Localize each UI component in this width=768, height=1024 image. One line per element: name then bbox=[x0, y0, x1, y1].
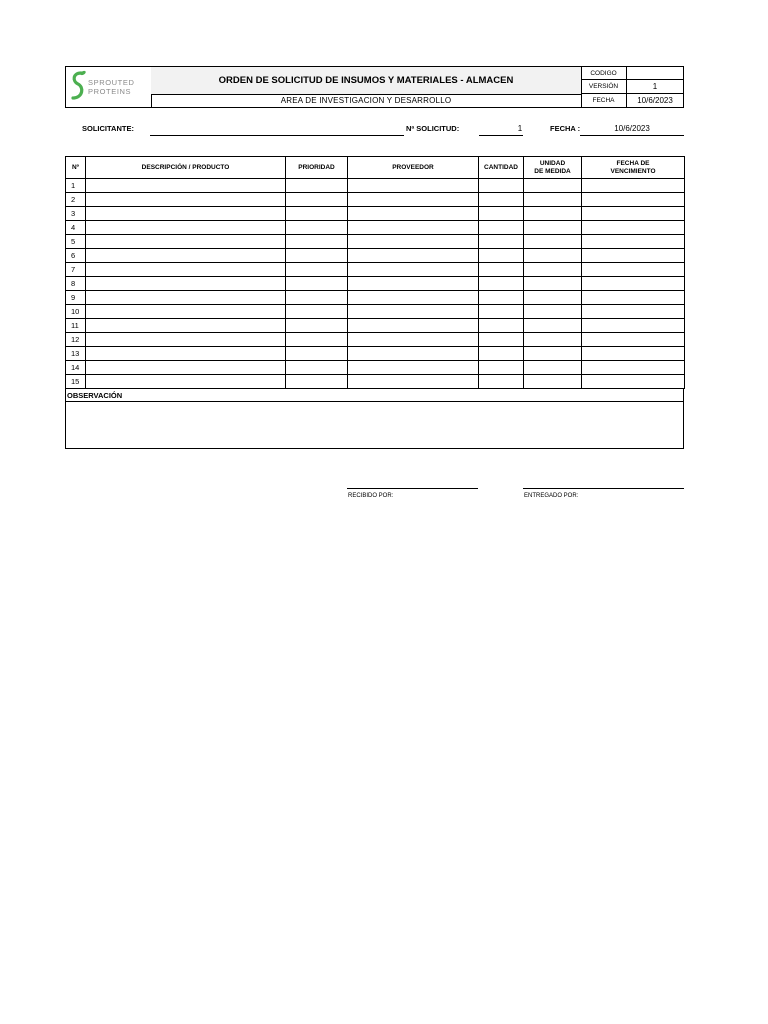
table-cell[interactable] bbox=[286, 221, 348, 235]
logo-text-proteins: PROTEINS bbox=[88, 87, 132, 96]
table-row bbox=[66, 277, 685, 291]
fecha-value[interactable]: 10/6/2023 bbox=[637, 96, 673, 105]
table-cell[interactable] bbox=[524, 221, 582, 235]
table-cell[interactable] bbox=[479, 193, 524, 207]
table-row bbox=[66, 263, 685, 277]
table-cell[interactable] bbox=[348, 361, 479, 375]
row-number: 6 bbox=[66, 249, 86, 263]
table-cell[interactable] bbox=[524, 207, 582, 221]
row-number: 9 bbox=[66, 291, 86, 305]
fecha-field-label: FECHA : bbox=[550, 124, 581, 133]
table-cell[interactable] bbox=[348, 221, 479, 235]
table-cell[interactable] bbox=[86, 361, 286, 375]
table-cell[interactable] bbox=[582, 179, 685, 193]
table-row bbox=[66, 291, 685, 305]
table-cell[interactable] bbox=[582, 375, 685, 389]
table-cell[interactable] bbox=[86, 319, 286, 333]
table-cell[interactable] bbox=[86, 291, 286, 305]
col-header-cantidad: CANTIDAD bbox=[479, 157, 524, 179]
observacion-field[interactable] bbox=[66, 402, 683, 447]
table-cell[interactable] bbox=[582, 361, 685, 375]
table-cell[interactable] bbox=[348, 193, 479, 207]
col-header-descripcion: DESCRIPCIÓN / PRODUCTO bbox=[86, 157, 286, 179]
table-row bbox=[66, 333, 685, 347]
table-header-row bbox=[66, 157, 685, 179]
table-cell[interactable] bbox=[582, 277, 685, 291]
table-row bbox=[66, 235, 685, 249]
table-cell[interactable] bbox=[582, 333, 685, 347]
table-cell[interactable] bbox=[524, 277, 582, 291]
table-row bbox=[66, 193, 685, 207]
row-number: 5 bbox=[66, 235, 86, 249]
table-cell[interactable] bbox=[479, 179, 524, 193]
table-cell[interactable] bbox=[524, 305, 582, 319]
table-row bbox=[66, 221, 685, 235]
table-cell[interactable] bbox=[524, 347, 582, 361]
table-cell[interactable] bbox=[524, 249, 582, 263]
row-number: 8 bbox=[66, 277, 86, 291]
table-cell[interactable] bbox=[348, 235, 479, 249]
table-cell[interactable] bbox=[348, 333, 479, 347]
table-cell[interactable] bbox=[348, 179, 479, 193]
table-cell[interactable] bbox=[479, 361, 524, 375]
table-cell[interactable] bbox=[86, 207, 286, 221]
table-cell[interactable] bbox=[286, 291, 348, 305]
table-cell[interactable] bbox=[86, 333, 286, 347]
table-cell[interactable] bbox=[286, 375, 348, 389]
table-cell[interactable] bbox=[479, 305, 524, 319]
table-cell[interactable] bbox=[348, 277, 479, 291]
document-header bbox=[65, 66, 684, 108]
table-cell[interactable] bbox=[524, 263, 582, 277]
table-cell[interactable] bbox=[348, 319, 479, 333]
table-cell[interactable] bbox=[86, 375, 286, 389]
area-label: AREA DE INVESTIGACION Y DESARROLLO bbox=[151, 94, 582, 107]
recibido-signature-line[interactable] bbox=[347, 488, 478, 489]
row-number: 7 bbox=[66, 263, 86, 277]
table-cell[interactable] bbox=[524, 179, 582, 193]
table-cell[interactable] bbox=[479, 249, 524, 263]
observacion-box bbox=[65, 389, 684, 449]
table-cell[interactable] bbox=[286, 305, 348, 319]
table-cell[interactable] bbox=[524, 291, 582, 305]
fecha-field[interactable] bbox=[580, 135, 684, 136]
table-cell[interactable] bbox=[582, 207, 685, 221]
solicitante-label: SOLICITANTE: bbox=[82, 124, 134, 133]
col-header-prioridad: PRIORIDAD bbox=[286, 157, 348, 179]
table-cell[interactable] bbox=[479, 235, 524, 249]
table-cell[interactable] bbox=[479, 347, 524, 361]
items-table bbox=[65, 156, 685, 389]
table-cell[interactable] bbox=[86, 193, 286, 207]
table-row bbox=[66, 361, 685, 375]
row-number: 15 bbox=[66, 375, 86, 389]
col-header-unidad: UNIDAD DE MEDIDA bbox=[524, 157, 582, 179]
table-cell[interactable] bbox=[86, 235, 286, 249]
table-cell[interactable] bbox=[286, 347, 348, 361]
logo-text-sprouted: SPROUTED bbox=[88, 78, 135, 87]
table-cell[interactable] bbox=[286, 361, 348, 375]
table-row bbox=[66, 179, 685, 193]
observacion-label: OBSERVACIÓN bbox=[66, 389, 683, 402]
row-number: 3 bbox=[66, 207, 86, 221]
fecha-label: FECHA bbox=[581, 94, 627, 107]
table-cell[interactable] bbox=[524, 375, 582, 389]
table-cell[interactable] bbox=[524, 235, 582, 249]
table-cell[interactable] bbox=[582, 347, 685, 361]
table-cell[interactable] bbox=[524, 319, 582, 333]
table-cell[interactable] bbox=[86, 347, 286, 361]
table-cell[interactable] bbox=[479, 263, 524, 277]
table-cell[interactable] bbox=[582, 319, 685, 333]
row-number: 1 bbox=[66, 179, 86, 193]
table-cell[interactable] bbox=[286, 333, 348, 347]
table-cell[interactable] bbox=[348, 249, 479, 263]
fecha-field-value: 10/6/2023 bbox=[614, 124, 650, 133]
table-cell[interactable] bbox=[86, 263, 286, 277]
table-cell[interactable] bbox=[582, 193, 685, 207]
table-cell[interactable] bbox=[348, 207, 479, 221]
table-cell[interactable] bbox=[582, 249, 685, 263]
table-row bbox=[66, 347, 685, 361]
table-cell[interactable] bbox=[582, 263, 685, 277]
table-cell[interactable] bbox=[348, 347, 479, 361]
table-cell[interactable] bbox=[86, 249, 286, 263]
sprout-s-icon bbox=[69, 69, 87, 103]
entregado-label: ENTREGADO POR: bbox=[524, 493, 579, 499]
table-cell[interactable] bbox=[582, 235, 685, 249]
table-cell[interactable] bbox=[582, 221, 685, 235]
table-cell[interactable] bbox=[348, 305, 479, 319]
solicitante-field[interactable] bbox=[150, 135, 404, 136]
table-row bbox=[66, 207, 685, 221]
table-cell[interactable] bbox=[479, 333, 524, 347]
table-row bbox=[66, 305, 685, 319]
row-number: 10 bbox=[66, 305, 86, 319]
version-value[interactable]: 1 bbox=[627, 80, 683, 94]
row-number: 13 bbox=[66, 347, 86, 361]
codigo-value[interactable] bbox=[627, 67, 683, 80]
num-solicitud-value: 1 bbox=[517, 124, 523, 133]
num-solicitud-field[interactable] bbox=[479, 135, 523, 136]
document-title: ORDEN DE SOLICITUD DE INSUMOS Y MATERIALES - ALMACEN bbox=[151, 67, 582, 95]
row-number: 4 bbox=[66, 221, 86, 235]
table-cell[interactable] bbox=[286, 249, 348, 263]
table-cell[interactable] bbox=[286, 179, 348, 193]
table-cell[interactable] bbox=[86, 277, 286, 291]
table-cell[interactable] bbox=[86, 221, 286, 235]
table-cell[interactable] bbox=[479, 207, 524, 221]
col-header-num: Nº bbox=[66, 157, 86, 179]
table-cell[interactable] bbox=[286, 319, 348, 333]
table-cell[interactable] bbox=[524, 333, 582, 347]
version-label: VERSIÓN bbox=[581, 80, 627, 94]
table-cell[interactable] bbox=[286, 235, 348, 249]
table-cell[interactable] bbox=[348, 375, 479, 389]
col-header-proveedor: PROVEEDOR bbox=[348, 157, 479, 179]
table-cell[interactable] bbox=[286, 277, 348, 291]
table-cell[interactable] bbox=[286, 193, 348, 207]
table-cell[interactable] bbox=[286, 207, 348, 221]
table-cell[interactable] bbox=[348, 263, 479, 277]
entregado-signature-line[interactable] bbox=[523, 488, 684, 489]
table-row bbox=[66, 319, 685, 333]
table-cell[interactable] bbox=[479, 277, 524, 291]
table-cell[interactable] bbox=[524, 361, 582, 375]
col-header-vencimiento: FECHA DE VENCIMIENTO bbox=[582, 157, 685, 179]
num-solicitud-label: Nª SOLICITUD: bbox=[406, 124, 460, 133]
table-cell[interactable] bbox=[479, 221, 524, 235]
table-row bbox=[66, 249, 685, 263]
row-number: 14 bbox=[66, 361, 86, 375]
table-row bbox=[66, 375, 685, 389]
table-cell[interactable] bbox=[479, 375, 524, 389]
table-cell[interactable] bbox=[479, 319, 524, 333]
table-cell[interactable] bbox=[86, 305, 286, 319]
table-cell[interactable] bbox=[86, 179, 286, 193]
table-cell[interactable] bbox=[286, 263, 348, 277]
row-number: 11 bbox=[66, 319, 86, 333]
row-number: 2 bbox=[66, 193, 86, 207]
table-cell[interactable] bbox=[479, 291, 524, 305]
codigo-label: CODIGO bbox=[581, 67, 627, 80]
table-cell[interactable] bbox=[582, 305, 685, 319]
table-cell[interactable] bbox=[582, 291, 685, 305]
table-cell[interactable] bbox=[524, 193, 582, 207]
table-cell[interactable] bbox=[348, 291, 479, 305]
recibido-label: RECIBIDO POR: bbox=[348, 493, 394, 499]
company-logo bbox=[66, 67, 152, 107]
row-number: 12 bbox=[66, 333, 86, 347]
